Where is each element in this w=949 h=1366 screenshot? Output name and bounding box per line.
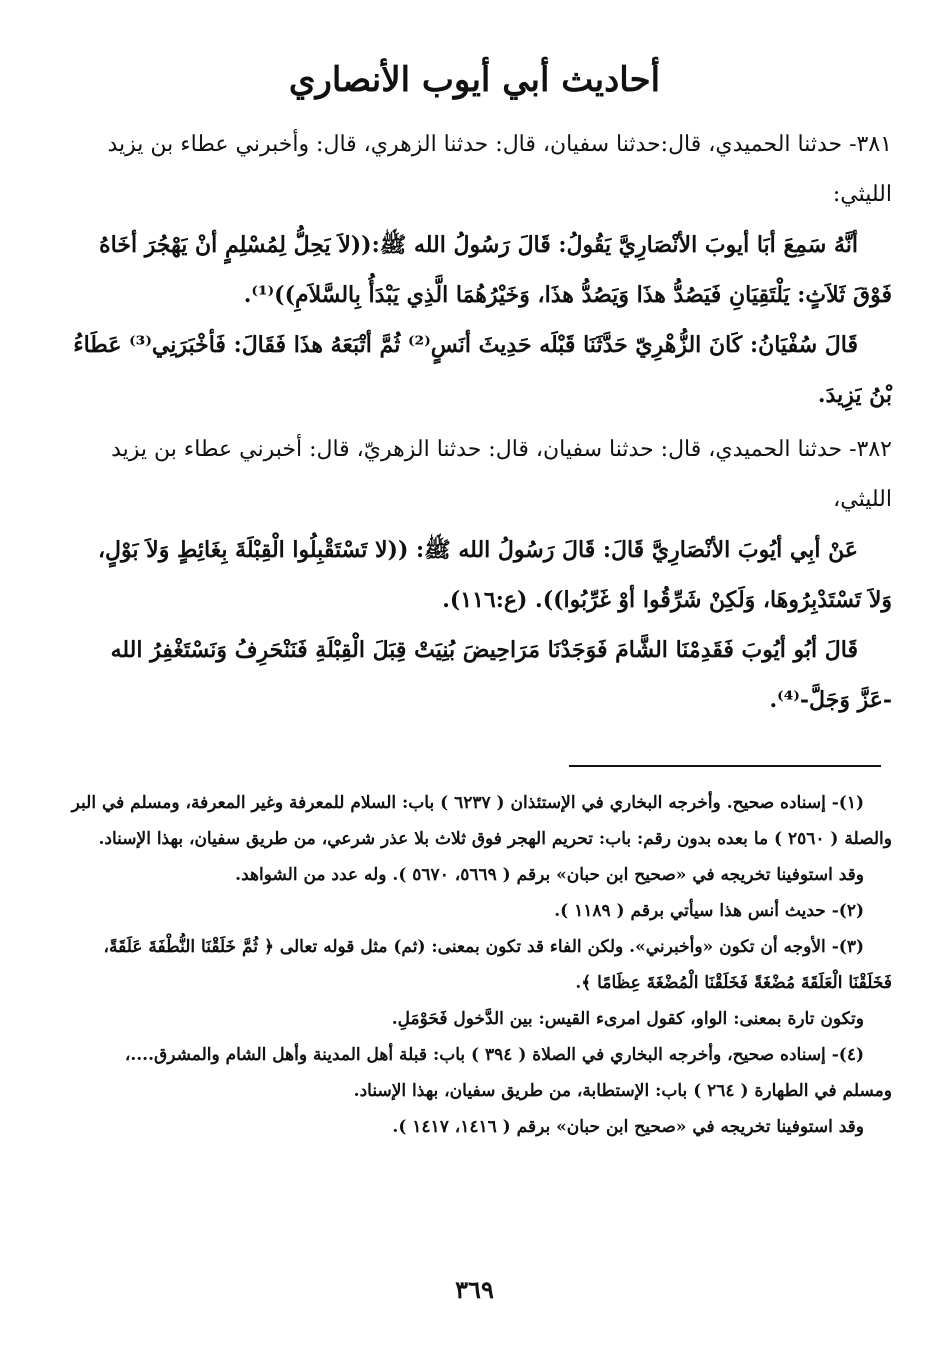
hadith-381-sufyan-note: قَالَ سُفْيَانُ: كَانَ الزُّهْرِيّ حَدَّثَنَا قَبْلَه حَدِيثَ أنَسٍ⁽²⁾ ثُمَّ أتْبَعَهُ هذَا فَقَالَ: فَأخْبَرَنِي⁽³⁾ عَطَاءُ بْنُ يَزِيدَ. xyxy=(73,332,892,408)
hadith-382-matn: عَنْ أبِي أيُوبَ الأنْصَارِيَّ قَالَ: قَالَ رَسُولُ الله ﷺ: ((لا تَسْتَقْبِلُوا الْقِبْلَةَ بِغَائِطٍ وَلاَ بَوْلٍ، وَلاَ تَسْتَدْبِرُوهَا، وَلَكِنْ شَرِّقُوا أوْ غَرِّبُوا)). (ع:١١٦). xyxy=(97,537,892,613)
hadith-381-matn: أنَّهُ سَمِعَ أبَا أيوبَ الأنْصَارِيَّ يَقُولُ: قَالَ رَسُولُ الله ﷺ:((لاَ يَحِلُّ لِمُسْلِمٍ أنْ يَهْجُرَ أخَاهُ فَوْقَ ثَلاَثٍ: يَلْتَقِيَانِ فَيَصُدُّ هذَا وَيَصُدُّ هذَا، وَخَيْرُهُمَا الَّذِي يَبْدَأُ بِالسَّلاَمِ))⁽¹⁾. xyxy=(99,232,892,308)
hadith-382-abu-ayyub-note: قَالَ أبُو أيُوبَ فَقَدِمْنَا الشَّامَ فَوَجَدْنَا مَرَاحِيضَ بُنِيَتْ قِبَلَ الْقِبْلَةِ فَنَنْحَرِفُ وَنَسْتَغْفِرُ الله -عَزَّ وَجَلَّ-⁽⁴⁾. xyxy=(110,637,892,713)
page-number: ٣٦٩ xyxy=(455,1275,494,1304)
footnote-divider xyxy=(569,765,881,767)
footnote-3: (٣)- الأوجه أن تكون «وأخبرني». ولكن الفاء قد تكون بمعنى: (ثم) مثل قوله تعالى ﴿ ثُمَّ خَلَقْنَا النُّطْفَةَ عَلَقَةً، فَخَلَقْنَا الْعَلَقَةَ مُضْغَةً فَخَلَقْنَا الْمُضْغَةَ عِظَامًا ﴾. xyxy=(103,937,892,993)
footnote-4: (٤)- إسناده صحيح، وأخرجه البخاري في الصلاة ( ٣٩٤ ) باب: قبلة أهل المدينة وأهل الشام والمشرق....، ومسلم في الطهارة ( ٢٦٤ ) باب: الإستطابة، من طريق سفيان، بهذا الإسناد. xyxy=(124,1045,892,1101)
footnotes xyxy=(70,785,892,1145)
hadith-381-isnad: ٣٨١- حدثنا الحميدي، قال:حدثنا سفيان، قال: حدثنا الزهري، قال: وأخبرني عطاء بن يزيد الليثي: xyxy=(107,132,892,207)
footnote-3-continued: وتكون تارة بمعنى: الواو، كقول امرىء القيس: بين الدَّخول فَحَوْمَلِ. xyxy=(391,1009,864,1029)
hadith-382-isnad: ٣٨٢- حدثنا الحميدي، قال: حدثنا سفيان، قال: حدثنا الزهريّ، قال: أخبرني عطاء بن يزيد الليثي، xyxy=(111,437,892,512)
footnote-4-continued: وقد استوفينا تخريجه في «صحيح ابن حبان» برقم ( ١٤١٦، ١٤١٧ ). xyxy=(392,1117,864,1137)
footnote-2: (٢)- حديث أنس هذا سيأتي برقم ( ١١٨٩ ). xyxy=(554,901,864,921)
hadith-382 xyxy=(70,425,892,725)
footnote-1: (١)- إسناده صحيح. وأخرجه البخاري في الإستئذان ( ٦٢٣٧ ) باب: السلام للمعرفة وغير المعرفة، ومسلم في البر والصلة ( ٢٥٦٠ ) ما بعده بدون رقم: باب: تحريم الهجر فوق ثلاث بلا عذر شرعي، من طريق سفيان، بهذا الإسناد. xyxy=(71,793,892,849)
footnote-1-continued: وقد استوفينا تخريجه في «صحيح ابن حبان» برقم ( ٥٦٦٩، ٥٦٧٠ ). وله عدد من الشواهد. xyxy=(235,865,864,885)
hadith-381 xyxy=(70,120,892,420)
chapter-title: أحاديث أبي أيوب الأنصاري xyxy=(288,60,661,100)
